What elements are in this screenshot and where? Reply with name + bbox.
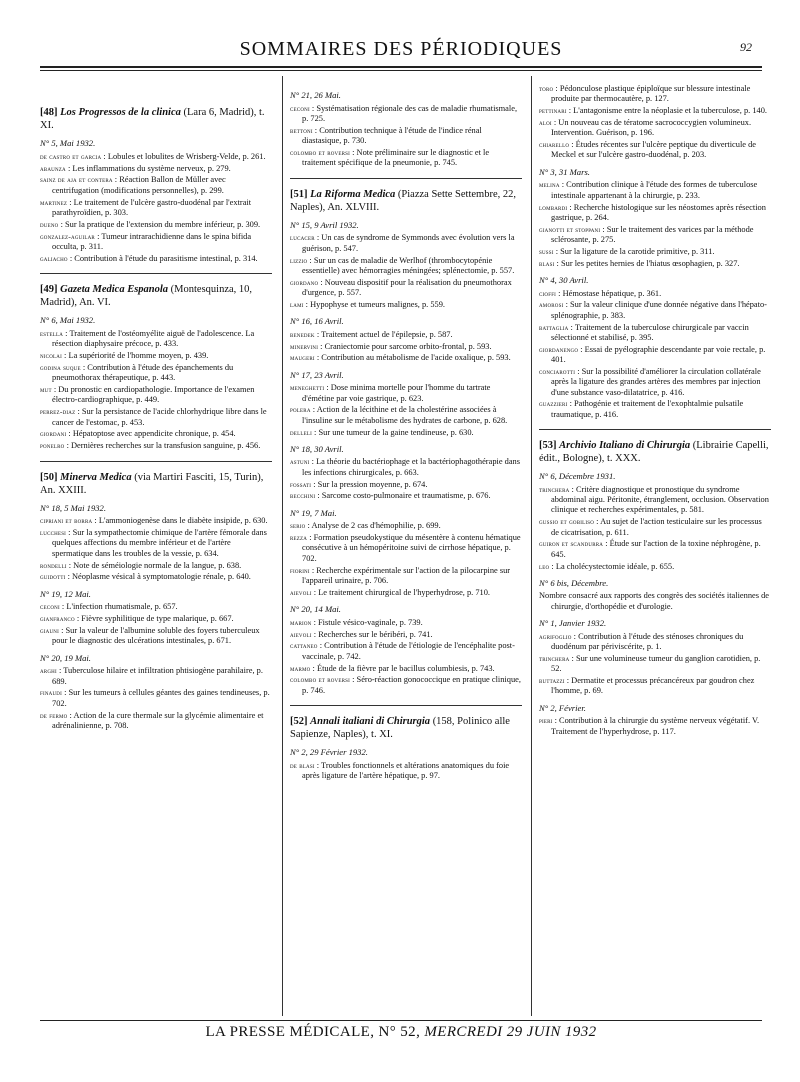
article-author: pettinari <box>539 106 567 116</box>
article-title: Sur une volumineuse tumeur du ganglion carotidien, p. 52. <box>551 653 761 674</box>
article-author: cattaneo <box>290 641 318 651</box>
journal-section <box>290 220 522 696</box>
article-title: Recherche expérimentale sur l'action de la pilocarpine sur l'appareil urinaire, p. 706. <box>302 565 511 585</box>
article-title: Les inflammations du système nerveux, p. 279. <box>72 163 231 173</box>
issue-label: N° 16, 16 Avril. <box>290 316 344 327</box>
article-entry: giordani : Hépatoptose avec appendicite chronique, p. 454. <box>40 429 236 439</box>
article-author: mut <box>40 385 52 395</box>
article-author: colombo et roversi <box>290 147 351 157</box>
header-rule-thin <box>40 70 762 71</box>
article-title: Recherches sur le béribéri, p. 741. <box>318 629 433 639</box>
journal-section <box>40 138 272 264</box>
article-title: Pédonculose plastique épiploïque sur blessure intestinale produite par thermocautère, p. 127. <box>551 84 751 104</box>
article-title: Contribution à l'étude du parasitisme intestinal, p. 314. <box>74 253 258 263</box>
article-entry: buttazzi : Dermatite et processus précancéreux par goudron chez l'homme, p. 69. <box>539 676 755 696</box>
article-entry: aievoli : Recherches sur le béribéri, p. 741. <box>290 629 433 639</box>
article-entry: lombardi : Recherche histologique sur les néostomes après résection gastrique, p. 264. <box>539 202 766 222</box>
article-author: de blasi <box>290 760 315 770</box>
article-title: Dermatite et processus précancéreux par goudron chez l'homme, p. 69. <box>551 676 755 696</box>
journal-number: [48] <box>40 107 58 118</box>
article-title: Sur la valeur clinique d'une donnée négative dans l'hépato-splénographie, p. 383. <box>551 300 767 320</box>
article-author: ceconi <box>40 602 60 612</box>
article-entry: battaglia : Traitement de la tuberculose chirurgicale par vaccin sélectionné et stabilisé, p. 395. <box>539 322 749 342</box>
article-entry: giordanengo : Essai de pyélographie descendante par voie rectale, p. 401. <box>539 344 766 365</box>
article-entry: cipriani et borra : L'ammoniogenèse dans le diabète insipide, p. 630. <box>40 516 268 526</box>
article-title: Craniectomie pour sarcome orbito-frontal, p. 593. <box>324 341 492 351</box>
article-author: battaglia <box>539 322 569 332</box>
page-footer <box>40 1024 762 1041</box>
article-entry: cattaneo : Contribution à l'étude de l'étiologie de l'encéphalite post-vaccinale, p. 742. <box>290 641 515 661</box>
journal-section <box>539 84 771 420</box>
article-title: Traitement de l'ostéomyélite aiguë de l'adolescence. La résection diaphysaire précoce, p. 433. <box>52 328 255 349</box>
issue-label: N° 3, 31 Mars. <box>539 166 590 177</box>
article-author: lami <box>290 299 304 309</box>
section-separator <box>40 461 272 462</box>
journal-section <box>40 315 272 451</box>
article-entry: galiacho : Contribution à l'étude du parasitisme intestinal, p. 314. <box>40 253 258 263</box>
article-author: guazzieri <box>539 399 568 409</box>
article-entry: astuni : La théorie du bactériophage et la bactériophagothérapie dans les infections chirurgicales, p. 663. <box>290 457 520 477</box>
article-author: chiarello <box>539 140 570 150</box>
article-title: Nombre consacré aux rapports des congrès des sociétés italiennes de chirurgie, d'orthopédie et d'urologie. <box>539 591 769 611</box>
article-title: Sur les tumeurs à cellules géantes des gaines tendineuses, p. 702. <box>52 688 270 708</box>
article-entry: colombo et roversi : Note préliminaire sur le diagnostic et le traitement spécifique de la pneumonie, p. 745. <box>290 147 490 168</box>
article-title: Traitement actuel de l'épilepsie, p. 587. <box>321 329 453 339</box>
article-entry: abaunza : Les inflammations du système nerveux, p. 279. <box>40 163 231 173</box>
article-title: Traitement de la tuberculose chirurgicale par vaccin sélectionné et stabilisé, p. 395. <box>551 322 749 342</box>
article-title: Le traitement chirurgical de l'hyperhydrose, p. 710. <box>318 587 491 597</box>
issue-label: N° 18, 30 Avril. <box>290 443 344 454</box>
journal-heading <box>290 188 522 214</box>
issue-label: N° 20, 14 Mai. <box>290 604 341 615</box>
journal-name: Archivio Italiano di Chirurgia <box>559 439 691 451</box>
issue-label: N° 4, 30 Avril. <box>539 274 589 285</box>
article-title: Sur la sympathectomie chimique de l'artère fémorale dans quelques affections du membre inférieur et de l'artère spermatique dans les troubles de la vessie, p. 634. <box>52 528 267 558</box>
issue-label: N° 2, Février. <box>539 702 586 713</box>
article-entry: rezza : Formation pseudokystique du mésentère à contenu hématique consécutive à un hémopéritoine suivi de cirrhose hépatique, p. 702. <box>290 533 521 563</box>
article-entry: aievoli : Le traitement chirurgical de l'hyperhydrose, p. 710. <box>290 587 491 597</box>
article-author: lizzio <box>290 255 308 265</box>
article-author: nicolai <box>40 351 62 361</box>
journal-section <box>40 503 272 731</box>
article-entry: colombo et roversi : Séro-réaction gonococcique en pratique clinique, p. 746. <box>290 675 521 695</box>
article-author: serio <box>290 521 306 531</box>
article-title: Sur les petites hernies de l'hiatus œsophagien, p. 327. <box>560 258 740 268</box>
article-title: Hépatoptose avec appendicite chronique, p. 454. <box>72 429 236 439</box>
journal-section <box>290 90 522 169</box>
issue-label: N° 6, Décembre 1931. <box>539 471 616 482</box>
section-separator <box>290 705 522 706</box>
article-entry: amorosi : Sur la valeur clinique d'une donnée négative dans l'hépato-splénographie, p. 383. <box>539 300 767 320</box>
article-entry: polera : Action de la lécithine et de la cholestérine associées à l'insuline sur le métabolisme des hydrates de carbone, p. 628. <box>290 405 508 425</box>
article-entry: perrez-diaz : Sur la persistance de l'acide chlorhydrique libre dans le cancer de l'estomac, p. 453. <box>40 407 267 427</box>
article-entry: benedek : Traitement actuel de l'épilepsie, p. 587. <box>290 329 453 339</box>
article-author: trinchera <box>539 484 570 494</box>
article-title: Note préliminaire sur le diagnostic et le traitement spécifique de la pneumonie, p. 745. <box>302 147 490 168</box>
article-entry: conciarotti : Sur la possibilité d'améliorer la circulation collatérale après la ligature des grandes artères des membres par injection d'une substance vaso-dilatatrice, p. 416. <box>539 366 761 397</box>
article-title: Sur le traitement des varices par la méthode sclérosante, p. 275. <box>551 224 754 244</box>
article-author: benedek <box>290 329 315 339</box>
article-author: finaudi <box>40 688 62 698</box>
article-entry: martinez : Le traitement de l'ulcère gastro-duodénal par l'extrait parathyroïdien, p. 303. <box>40 197 252 217</box>
article-author: pieri <box>539 716 553 726</box>
article-author: fossati <box>290 479 312 489</box>
article-author: guiron et scandurra <box>539 539 604 549</box>
article-title: Contribution technique à l'étude de l'indice rénal diastasique, p. 730. <box>302 125 482 146</box>
header-rule <box>40 66 762 68</box>
column-2 <box>290 84 522 785</box>
article-title: Hypophyse et tumeurs malignes, p. 559. <box>310 299 446 309</box>
article-author: lucchesi <box>40 528 67 538</box>
article-entry: minervini : Craniectomie pour sarcome orbito-frontal, p. 593. <box>290 341 492 351</box>
article-title: Étude de la fièvre par le bacillus columbiesis, p. 743. <box>316 663 495 673</box>
article-title: Sarcome costo-pulmonaire et traumatisme, p. 676. <box>321 491 491 501</box>
issue-label: N° 2, 29 Février 1932. <box>290 747 368 758</box>
article-entry: agrifoglio : Contribution à l'étude des sténoses chroniques du duodénum par périviscérite, p. 1. <box>539 631 744 652</box>
page-title: SOMMAIRES DES PÉRIODIQUES <box>239 38 563 60</box>
footer-date: MERCREDI 29 JUIN 1932 <box>424 1024 597 1040</box>
article-title: Contribution à l'étude des sténoses chroniques du duodénum par périviscérite, p. 1. <box>551 631 744 652</box>
article-title: Réaction Ballon de Müller avec centrifugation (modifications personnelles), p. 299. <box>52 175 226 195</box>
article-entry: serio : Analyse de 2 cas d'hémophilie, p. 699. <box>290 521 441 531</box>
article-author: cipriani et borra <box>40 516 93 526</box>
journal-publisher: (Lara 6, Madrid), t. XI. <box>40 107 265 132</box>
article-title: Sur la ligature de la carotide primitive, p. 311. <box>560 246 715 256</box>
article-author: gianotti et stoppani <box>539 224 601 234</box>
article-title: Contribution à la chirurgie du système nerveux végétatif. V. Traitement de l'hyperhydrose, p. 117. <box>551 716 760 736</box>
article-author: melina <box>539 180 560 190</box>
article-author: becchini <box>290 491 316 501</box>
article-author: polera <box>290 405 311 415</box>
article-entry: de fermo : Action de la cure thermale sur la glycémie alimentaire et adrénalinienne, p. 708. <box>40 710 264 730</box>
journal-publisher: (Librairie Capelli, édit., Bologne), t. XXX. <box>539 439 769 465</box>
article-title: Au sujet de l'action testiculaire sur les processus de cicatrisation, p. 611. <box>551 517 762 537</box>
article-entry: guiron et scandurra : Étude sur l'action de la toxine néphrogène, p. 645. <box>539 539 761 559</box>
journal-heading <box>40 471 272 497</box>
column-divider <box>531 76 532 1016</box>
article-title: Sur un cas de maladie de Werlhof (thrombocytopénie essentielle) avec hémorragies méningées; splénectomie, p. 557. <box>302 255 515 275</box>
article-title: Hémostase hépatique, p. 361. <box>562 288 662 298</box>
column-3 <box>539 84 771 741</box>
article-author: giordani <box>40 429 67 439</box>
journal-section <box>539 471 771 737</box>
article-title: L'antagonisme entre la néoplasie et la tuberculose, p. 140. <box>573 106 767 116</box>
article-author: conciarotti <box>539 366 576 376</box>
article-title: Systématisation régionale des cas de maladie rhumatismale, p. 725. <box>302 103 518 123</box>
journal-heading <box>539 439 771 465</box>
article-entry: gianfranco : Fièvre syphilitique de type malarique, p. 667. <box>40 614 234 624</box>
article-author: sussi <box>539 246 554 256</box>
section-separator <box>290 178 522 179</box>
article-entry: blasi : Sur les petites hernies de l'hiatus œsophagien, p. 327. <box>539 258 740 268</box>
article-entry: lucacer : Un cas de syndrome de Symmonds avec évolution vers la guérison, p. 547. <box>290 233 515 253</box>
article-author: gonzalez-aguilar <box>40 231 95 241</box>
issue-label: N° 15, 9 Avril 1932. <box>290 219 359 230</box>
article-entry: pieri : Contribution à la chirurgie du système nerveux végétatif. V. Traitement de l'hyperhydrose, p. 117. <box>539 716 760 736</box>
issue-label: N° 5, Mai 1932. <box>40 138 96 149</box>
article-author: agrifoglio <box>539 631 572 641</box>
article-entry: bettoni : Contribution technique à l'étude de l'indice rénal diastasique, p. 730. <box>290 125 482 146</box>
article-entry: gonzalez-aguilar : Tumeur intrarachidienne dans le spina bifida occulta, p. 311. <box>40 231 252 251</box>
article-title: Sur la pression moyenne, p. 674. <box>317 479 428 489</box>
article-title: Note de séméiologie normale de la langue, p. 638. <box>73 560 242 570</box>
article-title: Action de la cure thermale sur la glycémie alimentaire et adrénalinienne, p. 708. <box>52 710 264 730</box>
article-entry: de castro et garcia : Lobules et lobulites de Wrisberg-Velde, p. 261. <box>40 151 266 161</box>
issue-label: N° 6, Mai 1932. <box>40 315 96 326</box>
article-title: Formation pseudokystique du mésentère à contenu hématique consécutive à un hémopéritoine suivi de cirrhose hépatique, p. 702. <box>302 533 521 563</box>
article-title: Recherche histologique sur les néostomes après résection gastrique, p. 264. <box>551 202 766 222</box>
issue-label: N° 20, 19 Mai. <box>40 652 91 663</box>
article-entry: gussio et gobiliso : Au sujet de l'action testiculaire sur les processus de cicatrisation, p. 611. <box>539 517 762 537</box>
article-entry: trinchera : Sur une volumineuse tumeur du ganglion carotidien, p. 52. <box>539 653 761 674</box>
article-entry: delleli : Sur une tumeur de la gaine tendineuse, p. 630. <box>290 427 474 437</box>
section-separator <box>539 429 771 430</box>
article-entry: lizzio : Sur un cas de maladie de Werlhof (thrombocytopénie essentielle) avec hémorragies méningées; splénectomie, p. 557. <box>290 255 515 275</box>
article-title: Action de la lécithine et de la cholestérine associées à l'insuline sur le métabolisme des hydrates de carbone, p. 628. <box>302 405 508 425</box>
article-entry: dueno : Sur la pratique de l'extension du membre inférieur, p. 309. <box>40 219 261 229</box>
article-entry: marmo : Étude de la fièvre par le bacillus columbiesis, p. 743. <box>290 663 495 673</box>
article-author: marmo <box>290 663 311 673</box>
article-title: Séro-réaction gonococcique en pratique clinique, p. 746. <box>302 675 521 695</box>
article-entry: aloi : Un nouveau cas de tératome sacrococcygien volumineux. Intervention. Guérison, p. 196. <box>539 117 752 138</box>
issue-label: N° 17, 23 Avril. <box>290 369 344 380</box>
article-entry: godina suque : Contribution à l'étude des épanchements du pneumothorax thérapeutique, p. 443. <box>40 362 234 383</box>
article-entry: guidotti : Néoplasme vésical à symptomatologie rénale, p. 640. <box>40 572 251 582</box>
footer-journal: LA PRESSE MÉDICALE, N° 52, <box>205 1024 425 1040</box>
article-title: Tumeur intrarachidienne dans le spina bifida occulta, p. 311. <box>52 231 252 251</box>
article-author: amorosi <box>539 300 564 310</box>
article-title: Contribution au métabolisme de l'acide oxalique, p. 593. <box>321 353 511 363</box>
journal-section <box>290 747 522 781</box>
column-1 <box>40 100 272 735</box>
article-title: La supériorité de l'homme moyen, p. 439. <box>68 351 209 361</box>
article-author: giauni <box>40 626 59 636</box>
article-author: martinez <box>40 197 68 207</box>
article-author: blasi <box>539 258 555 268</box>
article-title: Contribution à l'étude de l'étiologie de l'encéphalite post-vaccinale, p. 742. <box>302 641 515 661</box>
article-entry: estella : Traitement de l'ostéomyélite aiguë de l'adolescence. La résection diaphysaire précoce, p. 433. <box>40 328 255 349</box>
article-entry: finaudi : Sur les tumeurs à cellules géantes des gaines tendineuses, p. 702. <box>40 688 270 708</box>
article-author: de fermo <box>40 710 68 720</box>
article-entry: ceconi : Systématisation régionale des cas de maladie rhumatismale, p. 725. <box>290 103 518 123</box>
article-entry: sainz de aja et contera : Réaction Ballon de Müller avec centrifugation (modifications personnelles), p. 299. <box>40 175 226 195</box>
article-entry: meneghetti : Dose minima mortelle pour l'homme du tartrate d'émétine par voie gastrique, p. 623. <box>290 383 491 403</box>
article-title: Sur la valeur de l'albumine soluble des foyers tuberculeux pour le diagnostic des ulcérations intestinales, p. 671. <box>52 626 260 646</box>
journal-publisher: (158, Polinico alle Sapienze, Naples), t. XI. <box>290 715 510 741</box>
issue-label: N° 19, 7 Mai. <box>290 507 337 518</box>
article-author: giordano <box>290 277 319 287</box>
article-title: Le traitement de l'ulcère gastro-duodénal par l'extrait parathyroïdien, p. 303. <box>52 197 252 217</box>
article-entry: leo : La cholécystectomie idéale, p. 655. <box>539 561 675 571</box>
article-title: Lobules et lobulites de Wrisberg-Velde, p. 261. <box>107 151 266 161</box>
article-title: Analyse de 2 cas d'hémophilie, p. 699. <box>311 521 441 531</box>
article-title: Fièvre syphilitique de type malarique, p. 667. <box>81 614 234 624</box>
journal-number: [52] <box>290 715 308 727</box>
article-author: marion <box>290 617 312 627</box>
issue-label: N° 21, 26 Mai. <box>290 90 341 100</box>
article-entry: mut : Du pronostic en cardiopathologie. Importance de l'examen électro-cardiographique, p. 449. <box>40 385 255 405</box>
article-author: colombo et roversi <box>290 675 351 685</box>
issue-label: N° 18, 5 Mai 1932. <box>40 502 106 513</box>
article-title: Dose minima mortelle pour l'homme du tartrate d'émétine par voie gastrique, p. 623. <box>302 383 491 403</box>
article-entry: pettinari : L'antagonisme entre la néoplasie et la tuberculose, p. 140. <box>539 106 767 116</box>
article-author: fiorini <box>290 565 310 575</box>
article-entry: guazzieri : Pathogénie et traitement de l'exophtalmie pulsatile traumatique, p. 416. <box>539 399 744 419</box>
article-entry: ceconi : L'infection rhumatismale, p. 657. <box>40 602 178 612</box>
article-author: ceconi <box>290 103 310 113</box>
article-author: guidotti <box>40 572 66 582</box>
article-title: Tuberculose hilaire et infiltration phtisiogène parahilaire, p. 689. <box>52 666 263 686</box>
issue-label: N° 6 bis, Décembre. <box>539 577 609 588</box>
article-author: dueno <box>40 219 59 229</box>
article-author: leo <box>539 561 550 571</box>
article-entry <box>539 591 771 612</box>
article-entry: ponelro : Dernières recherches sur la transfusion sanguine, p. 456. <box>40 441 261 451</box>
article-author: minervini <box>290 341 319 351</box>
article-entry: gianotti et stoppani : Sur le traitement des varices par la méthode sclérosante, p. 275. <box>539 224 754 244</box>
article-title: Essai de pyélographie descendante par voie rectale, p. 401. <box>551 344 766 365</box>
article-entry: melina : Contribution clinique à l'étude des formes de tuberculose intestinale appartenant à la chirurgie, p. 233. <box>539 180 758 200</box>
article-author: gianfranco <box>40 614 75 624</box>
article-title: Un cas de syndrome de Symmonds avec évolution vers la guérison, p. 547. <box>302 233 515 253</box>
journal-number: [49] <box>40 284 58 296</box>
article-entry: giauni : Sur la valeur de l'albumine soluble des foyers tuberculeux pour le diagnostic des ulcérations intestinales, p. 671. <box>40 626 260 646</box>
article-author: delleli <box>290 427 312 437</box>
issue-label: N° 1, Janvier 1932. <box>539 618 607 629</box>
article-title: Études récentes sur l'ulcère peptique du diverticule de Meckel et sur l'ulcère gastro-duodénal, p. 203. <box>551 140 756 160</box>
article-author: astuni <box>290 457 310 467</box>
article-entry: de blasi : Troubles fonctionnels et altérations anatomiques du foie après ligature de l'artère hépatique, p. 97. <box>290 760 510 781</box>
page-number: 92 <box>740 40 752 54</box>
section-separator <box>40 273 272 274</box>
article-title: La cholécystectomie idéale, p. 655. <box>555 561 675 571</box>
article-entry: fossati : Sur la pression moyenne, p. 674. <box>290 479 428 489</box>
article-author: galiacho <box>40 253 68 263</box>
journal-publisher: (via Martiri Fasciti, 15, Turin), An. XXIII. <box>40 471 264 496</box>
article-entry: becchini : Sarcome costo-pulmonaire et traumatisme, p. 676. <box>290 491 491 501</box>
footer-rule <box>40 1020 762 1021</box>
article-author: aievoli <box>290 587 312 597</box>
article-entry: lucchesi : Sur la sympathectomie chimique de l'artère fémorale dans quelques affections du membre inférieur et de l'artère spermatique dans les troubles de la vessie, p. 634. <box>40 528 267 558</box>
journal-name: Minerva Medica <box>60 471 132 483</box>
article-author: gussio et gobiliso <box>539 517 594 527</box>
article-title: Sur la possibilité d'améliorer la circulation collatérale après la ligature des grandes artères des membres par injection d'une substance vaso-dilatatrice, p. 416. <box>551 366 761 397</box>
journal-name: Annali italiani di Chirurgia <box>310 715 431 727</box>
article-author: meneghetti <box>290 383 325 393</box>
article-author: buttazzi <box>539 676 565 686</box>
article-title: Du pronostic en cardiopathologie. Importance de l'examen électro-cardiographique, p. 449. <box>52 385 255 405</box>
article-author: abaunza <box>40 163 66 173</box>
article-title: Sur une tumeur de la gaine tendineuse, p. 630. <box>318 427 474 437</box>
article-title: Critère diagnostique et pronostique du syndrome abdominal aigu. Péritonite, étranglement, occlusion. Observation clinique et recherches expérimentales, p. 581. <box>551 484 769 515</box>
article-title: L'ammoniogenèse dans le diabète insipide, p. 630. <box>98 516 268 526</box>
article-title: Néoplasme vésical à symptomatologie rénale, p. 640. <box>72 572 251 582</box>
article-entry: fiorini : Recherche expérimentale sur l'action de la pilocarpine sur l'appareil urinaire, p. 706. <box>290 565 511 585</box>
article-author: ponelro <box>40 441 65 451</box>
journal-heading <box>290 715 522 741</box>
article-title: Fistule vésico-vaginale, p. 739. <box>318 617 423 627</box>
journal-number: [53] <box>539 439 557 451</box>
article-title: Dernières recherches sur la transfusion sanguine, p. 456. <box>70 441 261 451</box>
journal-number: [51] <box>290 188 308 200</box>
article-entry: marion : Fistule vésico-vaginale, p. 739. <box>290 617 423 627</box>
article-entry: maugeri : Contribution au métabolisme de l'acide oxalique, p. 593. <box>290 353 511 363</box>
article-title: Troubles fonctionnels et altérations anatomiques du foie après ligature de l'artère hépatique, p. 97. <box>302 760 510 781</box>
journal-heading <box>40 106 272 132</box>
journal-name: Gazeta Medica Espanola <box>60 284 169 296</box>
article-author: arghi <box>40 666 57 676</box>
article-title: Un nouveau cas de tératome sacrococcygien volumineux. Intervention. Guérison, p. 196. <box>551 117 752 138</box>
page-header <box>40 30 762 70</box>
journal-name: Los Progressos de la clinica <box>60 107 181 118</box>
column-divider <box>282 76 283 1016</box>
article-author: cioffi <box>539 288 557 298</box>
article-entry: chiarello : Études récentes sur l'ulcère peptique du diverticule de Meckel et sur l'ulcère gastro-duodénal, p. 203. <box>539 140 756 160</box>
article-entry: lami : Hypophyse et tumeurs malignes, p. 559. <box>290 299 446 309</box>
article-author: rondelli <box>40 560 67 570</box>
journal-publisher: (Montesquinza, 10, Madrid), An. VI. <box>40 284 253 309</box>
article-author: lombardi <box>539 202 568 212</box>
article-author: perrez-diaz <box>40 407 76 417</box>
article-entry: rondelli : Note de séméiologie normale de la langue, p. 638. <box>40 560 242 570</box>
article-author: trinchera <box>539 653 570 663</box>
article-entry: sussi : Sur la ligature de la carotide primitive, p. 311. <box>539 246 715 256</box>
article-author: maugeri <box>290 353 315 363</box>
article-title: Contribution clinique à l'étude des formes de tuberculose intestinale appartenant à la chirurgie, p. 233. <box>551 180 758 200</box>
article-author: rezza <box>290 533 308 543</box>
article-title: Sur la pratique de l'extension du membre inférieur, p. 309. <box>65 219 261 229</box>
journal-heading <box>40 283 272 309</box>
article-author: lucacer <box>290 233 315 243</box>
article-entry: toro : Pédonculose plastique épiploïque sur blessure intestinale produite par thermocautère, p. 127. <box>539 84 751 104</box>
journal-publisher: (Piazza Sette Settembre, 22, Naples), An. XLVIII. <box>290 188 517 213</box>
article-title: Pathogénie et traitement de l'exophtalmie pulsatile traumatique, p. 416. <box>551 399 744 419</box>
article-title: Nouveau dispositif pour la réalisation du pneumothorax d'urgence, p. 557. <box>302 277 512 297</box>
article-author: de castro et garcia <box>40 151 102 161</box>
article-entry: trinchera : Critère diagnostique et pronostique du syndrome abdominal aigu. Péritonite, étranglement, occlusion. Observation clinique et recherches expérimentales, p. 581. <box>539 484 769 515</box>
article-author: aievoli <box>290 629 312 639</box>
article-title: Étude sur l'action de la toxine néphrogène, p. 645. <box>551 539 761 559</box>
article-entry: arghi : Tuberculose hilaire et infiltration phtisiogène parahilaire, p. 689. <box>40 666 263 686</box>
article-author: sainz de aja et contera <box>40 175 113 185</box>
article-author: aloi <box>539 117 552 127</box>
article-entry: cioffi : Hémostase hépatique, p. 361. <box>539 288 662 298</box>
issue-label: N° 19, 12 Mai. <box>40 588 91 599</box>
article-author: bettoni <box>290 125 313 135</box>
article-title: L'infection rhumatismale, p. 657. <box>66 602 178 612</box>
article-title: La théorie du bactériophage et la bactériophagothérapie dans les infections chirurgicales, p. 663. <box>302 457 520 477</box>
article-author: giordanengo <box>539 344 579 354</box>
article-title: Sur la persistance de l'acide chlorhydrique libre dans le cancer de l'estomac, p. 453. <box>52 407 267 427</box>
article-entry: giordano : Nouveau dispositif pour la réalisation du pneumothorax d'urgence, p. 557. <box>290 277 512 297</box>
journal-number: [50] <box>40 471 58 483</box>
article-author: toro <box>539 84 554 93</box>
journal-name: La Riforma Medica <box>310 188 396 200</box>
article-title: Contribution à l'étude des épanchements du pneumothorax thérapeutique, p. 443. <box>52 362 234 383</box>
article-author: estella <box>40 328 64 338</box>
article-entry: nicolai : La supériorité de l'homme moyen, p. 439. <box>40 351 209 361</box>
article-author: godina suque <box>40 362 81 372</box>
